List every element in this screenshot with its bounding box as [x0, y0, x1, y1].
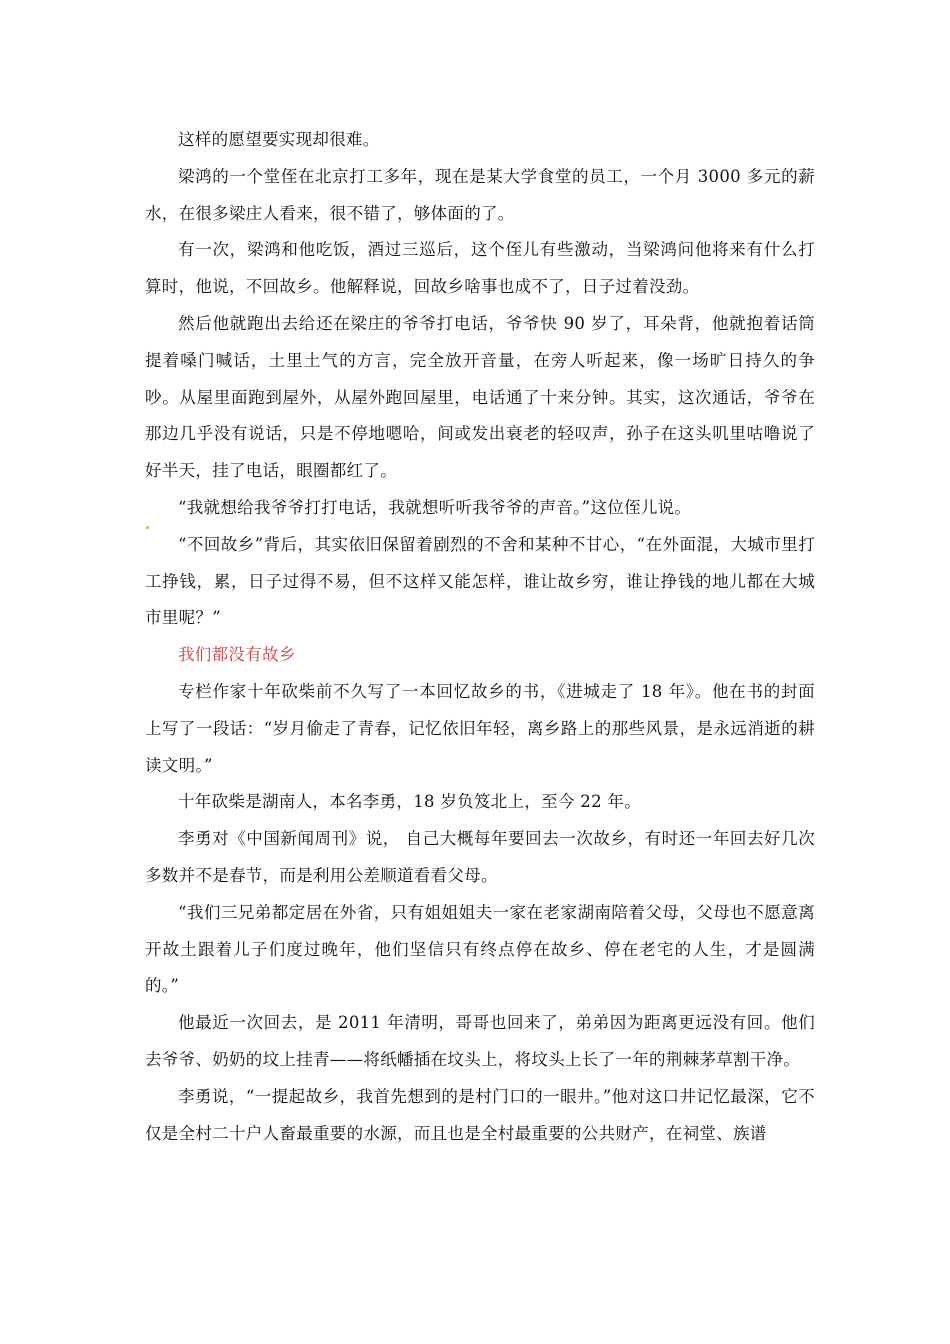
article-body	[145, 122, 815, 1152]
paragraph-2: 梁鸿的一个堂侄在北京打工多年，现在是某大学食堂的员工，一个月 3000 多元的薪水，在很多梁庄人看来，很不错了，够体面的了。	[145, 166, 815, 223]
paragraph-9: 李勇对《中国新闻周刊》说， 自己大概每年要回去一次故乡，有时还一年回去好几次多数并不是春节，而是利用公差顺道看看父母。	[145, 829, 815, 885]
paragraph-3: 有一次，梁鸿和他吃饭，酒过三巡后，这个侄儿有些激动，当梁鸿问他将来有什么打算时，他说，不回故乡。他解释说，回故乡啥事也成不了，日子过着没劲。	[145, 240, 815, 297]
paragraph-6: “不回故乡”背后，其实依旧保留着剧烈的不舍和某种不甘心，“在外面混，大城市里打工挣钱，累，日子过得不易，但不这样又能怎样，谁让故乡穷，谁让挣钱的地儿都在大城市里呢？”	[145, 534, 815, 628]
paragraph-12: 李勇说，“一提起故乡，我首先想到的是村门口的一眼井。”他对这口井记忆最深，它不仅是全村二十户人畜最重要的水源，而且也是全村最重要的公共财产，在祠堂、族谱	[145, 1086, 815, 1143]
paragraph-7: 专栏作家十年砍柴前不久写了一本回忆故乡的书，《进城走了 18 年》。他在书的封面上写了一段话：“岁月偷走了青春，记忆依旧年轻，离乡路上的那些风景，是永远消逝的耕读文明。”	[145, 681, 815, 775]
section-heading: 我们都没有故乡	[178, 645, 296, 665]
paragraph-11: 他最近一次回去，是 2011 年清明，哥哥也回来了，弟弟因为距离更远没有回。他们去爷爷、奶奶的坟上挂青——将纸幡插在坟头上，将坟头上长了一年的荆棘茅草割干净。	[145, 1013, 815, 1069]
paragraph-10: “我们三兄弟都定居在外省，只有姐姐姐夫一家在老家湖南陪着父母，父母也不愿意离开故土跟着儿子们度过晚年，他们坚信只有终点停在故乡、停在老宅的人生，才是圆满的。”	[145, 902, 815, 996]
paragraph-4: 然后他就跑出去给还在梁庄的爷爷打电话，爷爷快 90 岁了，耳朵背，他就抱着话筒提着嗓门喊话，土里土气的方言，完全放开音量，在旁人听起来，像一场旷日持久的争吵。从屋里面跑到屋外，从屋外跑回屋里，电话通了十来分钟。其实，这次通话，爷爷在那边几乎没有说话，只是不停地嗯哈，间或发出衰老的轻叹声，孙子在这头叽里咕噜说了好半天，挂了电话，眼圈都红了。	[145, 313, 815, 481]
paragraph-1: 这样的愿望要实现却很难。	[178, 130, 380, 149]
paragraph-8: 十年砍柴是湖南人，本名李勇，18 岁负笈北上，至今 22 年。	[178, 792, 642, 812]
stray-mark-dot	[146, 526, 149, 529]
paragraph-5: “我就想给我爷爷打打电话，我就想听听我爷爷的声音。”这位侄儿说。	[178, 497, 692, 517]
